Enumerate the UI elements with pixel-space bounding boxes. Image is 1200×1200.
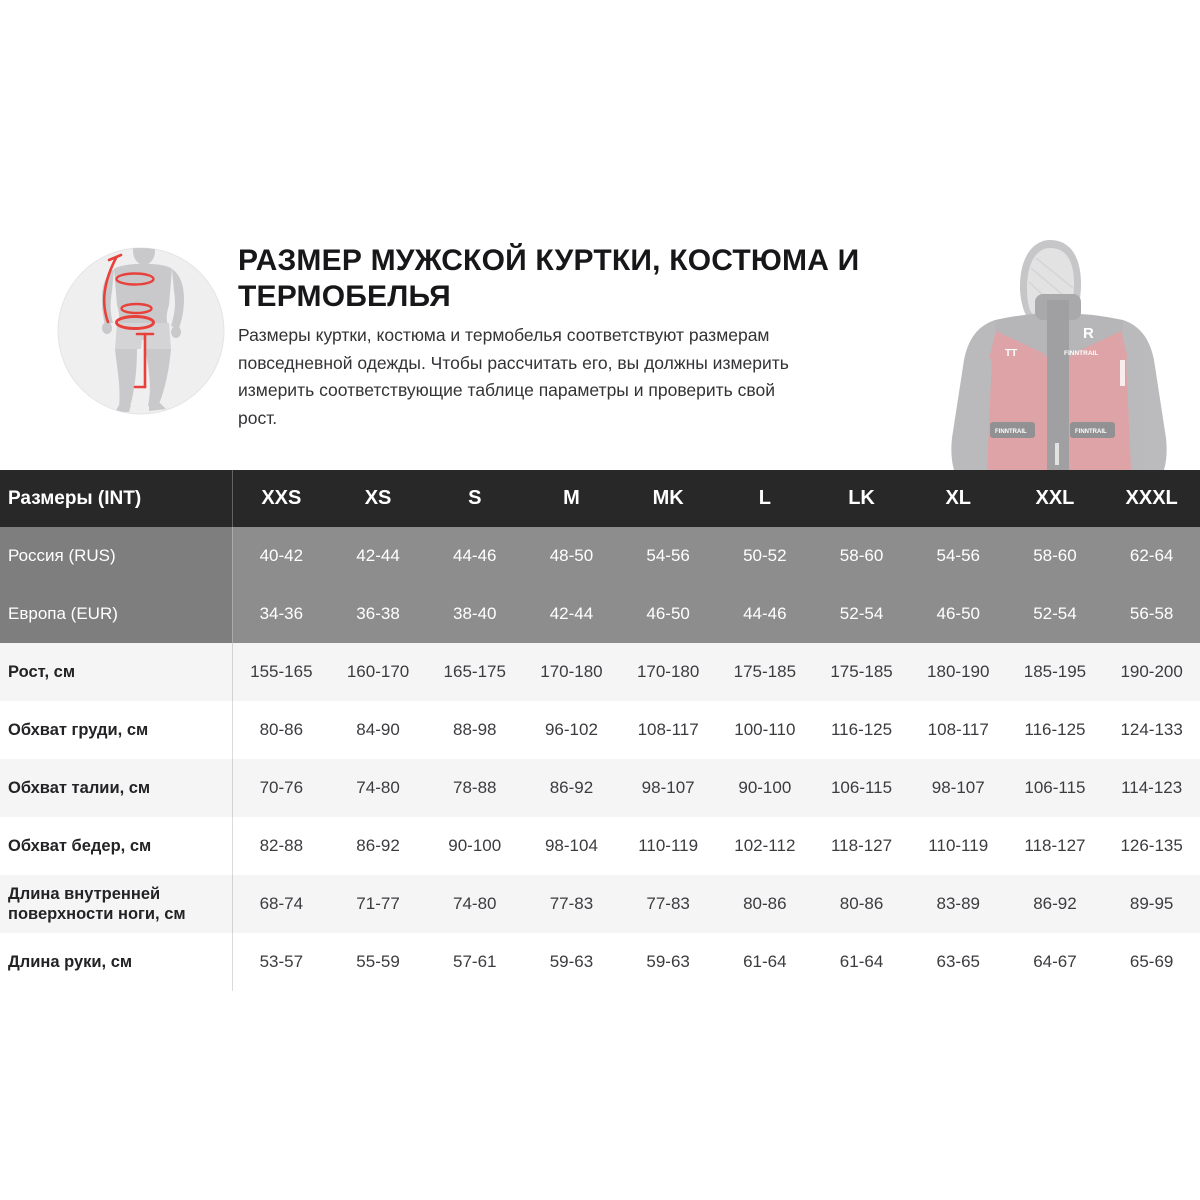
- size-cell: 64-67: [1033, 952, 1077, 971]
- size-table-body: [0, 527, 1200, 991]
- size-cell: 118-127: [1024, 836, 1086, 855]
- svg-text:TT: TT: [1005, 348, 1018, 359]
- table-row: [0, 701, 1200, 759]
- size-cell: 82-88: [259, 836, 304, 855]
- size-cell: 62-64: [1129, 546, 1174, 565]
- size-cell: 61-64: [839, 952, 884, 971]
- size-cell: 96-102: [544, 720, 598, 739]
- size-cell: 155-165: [250, 662, 313, 681]
- size-cell: 110-119: [928, 836, 989, 855]
- intro-section: [0, 0, 1200, 470]
- row-label: Обхват талии, см: [0, 759, 233, 817]
- size-cell: 80-86: [743, 894, 787, 913]
- table-row: [0, 643, 1200, 701]
- size-cell: 74-80: [453, 894, 497, 913]
- size-cell: 61-64: [743, 952, 787, 971]
- row-label: Рост, см: [0, 643, 233, 701]
- column-header-xs: XS: [364, 487, 392, 509]
- size-cell: 44-46: [453, 546, 497, 565]
- column-header-xxl: XXL: [1035, 487, 1075, 509]
- size-cell: 110-119: [638, 836, 699, 855]
- page-description: [238, 322, 938, 432]
- size-cell: 58-60: [1033, 546, 1077, 565]
- size-cell: 77-83: [549, 894, 594, 913]
- size-cell: 116-125: [1024, 720, 1086, 739]
- column-header-xl: XL: [945, 487, 972, 509]
- size-cell: 126-135: [1120, 836, 1183, 855]
- size-cell: 88-98: [453, 720, 497, 739]
- description-line: рост.: [238, 407, 278, 428]
- size-cell: 89-95: [1129, 894, 1174, 913]
- size-cell: 165-175: [443, 662, 506, 681]
- size-cell: 108-117: [927, 720, 989, 739]
- size-cell: 54-56: [646, 546, 690, 565]
- size-cell: 36-38: [356, 604, 400, 623]
- size-cell: 108-117: [637, 720, 699, 739]
- size-cell: 74-80: [356, 778, 400, 797]
- size-cell: 124-133: [1120, 720, 1183, 739]
- column-header-l: L: [758, 487, 771, 509]
- size-cell: 57-61: [453, 952, 497, 971]
- size-cell: 100-110: [734, 720, 796, 739]
- row-label: Обхват груди, см: [0, 701, 233, 759]
- size-cell: 106-115: [830, 778, 893, 797]
- size-cell: 102-112: [734, 836, 796, 855]
- size-cell: 65-69: [1129, 952, 1174, 971]
- body-measurements-icon: [57, 247, 225, 415]
- size-cell: 180-190: [927, 662, 990, 681]
- row-label: Длина руки, см: [0, 933, 233, 991]
- size-cell: 44-46: [743, 604, 787, 623]
- column-header-m: M: [563, 487, 580, 509]
- size-cell: 54-56: [936, 546, 980, 565]
- size-cell: 40-42: [259, 546, 304, 565]
- svg-text:FINNTRAIL: FINNTRAIL: [1075, 429, 1107, 435]
- size-cell: 175-185: [830, 662, 893, 681]
- size-cell: 83-89: [936, 894, 980, 913]
- column-header-xxxl: XXXL: [1125, 487, 1178, 509]
- size-cell: 52-54: [1033, 604, 1077, 623]
- svg-text:FINNTRAIL: FINNTRAIL: [995, 429, 1027, 435]
- size-cell: 53-57: [259, 952, 304, 971]
- size-cell: 71-77: [356, 894, 400, 913]
- size-table: [0, 470, 1200, 991]
- jacket-product-image: [935, 228, 1180, 470]
- size-cell: 55-59: [356, 952, 400, 971]
- size-cell: 34-36: [259, 604, 304, 623]
- size-cell: 42-44: [356, 546, 400, 565]
- corner-label: Размеры (INT): [0, 470, 233, 527]
- svg-text:R: R: [1083, 325, 1094, 342]
- page-title: РАЗМЕР МУЖСКОЙ КУРТКИ, КОСТЮМА И ТЕРМОБЕЛЬЯ: [238, 244, 860, 313]
- table-row: [0, 527, 1200, 585]
- size-cell: 80-86: [839, 894, 884, 913]
- size-table-header-row: [0, 470, 1200, 527]
- description-line: повседневной одежды. Чтобы рассчитать его, вы должны измерить: [238, 352, 789, 373]
- size-cell: 59-63: [549, 952, 594, 971]
- description-line: измерить соответствующие таблице параметры и проверить свой: [238, 380, 776, 400]
- size-cell: 114-123: [1121, 778, 1183, 797]
- size-cell: 98-107: [641, 778, 695, 797]
- size-cell: 48-50: [549, 546, 594, 565]
- column-header-lk: LK: [848, 487, 875, 509]
- size-cell: 190-200: [1120, 662, 1183, 681]
- size-cell: 170-180: [540, 662, 603, 681]
- size-cell: 80-86: [259, 720, 304, 739]
- column-header-mk: MK: [652, 487, 684, 509]
- column-header-s: S: [468, 487, 482, 509]
- size-cell: 116-125: [830, 720, 893, 739]
- size-cell: 84-90: [356, 720, 400, 739]
- svg-text:FINNTRAIL: FINNTRAIL: [1064, 350, 1099, 357]
- size-cell: 118-127: [830, 836, 893, 855]
- size-cell: 170-180: [636, 662, 700, 681]
- size-cell: 175-185: [733, 662, 797, 681]
- table-row: [0, 585, 1200, 643]
- size-cell: 58-60: [839, 546, 884, 565]
- size-cell: 50-52: [743, 546, 787, 565]
- size-cell: 52-54: [839, 604, 884, 623]
- size-cell: 90-100: [448, 836, 502, 855]
- size-cell: 86-92: [1033, 894, 1077, 913]
- size-cell: 63-65: [936, 952, 980, 971]
- size-cell: 160-170: [346, 662, 410, 681]
- size-cell: 98-107: [931, 778, 985, 797]
- size-cell: 38-40: [453, 604, 497, 623]
- column-header-xxs: XXS: [261, 487, 302, 509]
- size-cell: 78-88: [453, 778, 497, 797]
- size-cell: 46-50: [646, 604, 690, 623]
- row-label: Длина внутренней поверхности ноги, см: [0, 875, 233, 933]
- table-row: [0, 875, 1200, 933]
- size-cell: 46-50: [936, 604, 980, 623]
- size-cell: 77-83: [646, 894, 690, 913]
- size-cell: 59-63: [646, 952, 690, 971]
- description-line: Размеры куртки, костюма и термобелья соответствуют размерам: [238, 325, 770, 345]
- row-label: Европа (EUR): [0, 585, 233, 643]
- table-row: [0, 933, 1200, 991]
- table-row: [0, 817, 1200, 875]
- row-label: Россия (RUS): [0, 527, 233, 585]
- size-cell: 56-58: [1129, 604, 1174, 623]
- size-cell: 68-74: [259, 894, 304, 913]
- size-cell: 86-92: [356, 836, 400, 855]
- size-cell: 106-115: [1024, 778, 1086, 797]
- table-row: [0, 759, 1200, 817]
- size-cell: 90-100: [738, 778, 792, 797]
- size-cell: 98-104: [544, 836, 598, 855]
- size-cell: 185-195: [1023, 662, 1087, 681]
- size-cell: 42-44: [549, 604, 594, 623]
- size-cell: 70-76: [259, 778, 304, 797]
- row-label: Обхват бедер, см: [0, 817, 233, 875]
- size-cell: 86-92: [549, 778, 594, 797]
